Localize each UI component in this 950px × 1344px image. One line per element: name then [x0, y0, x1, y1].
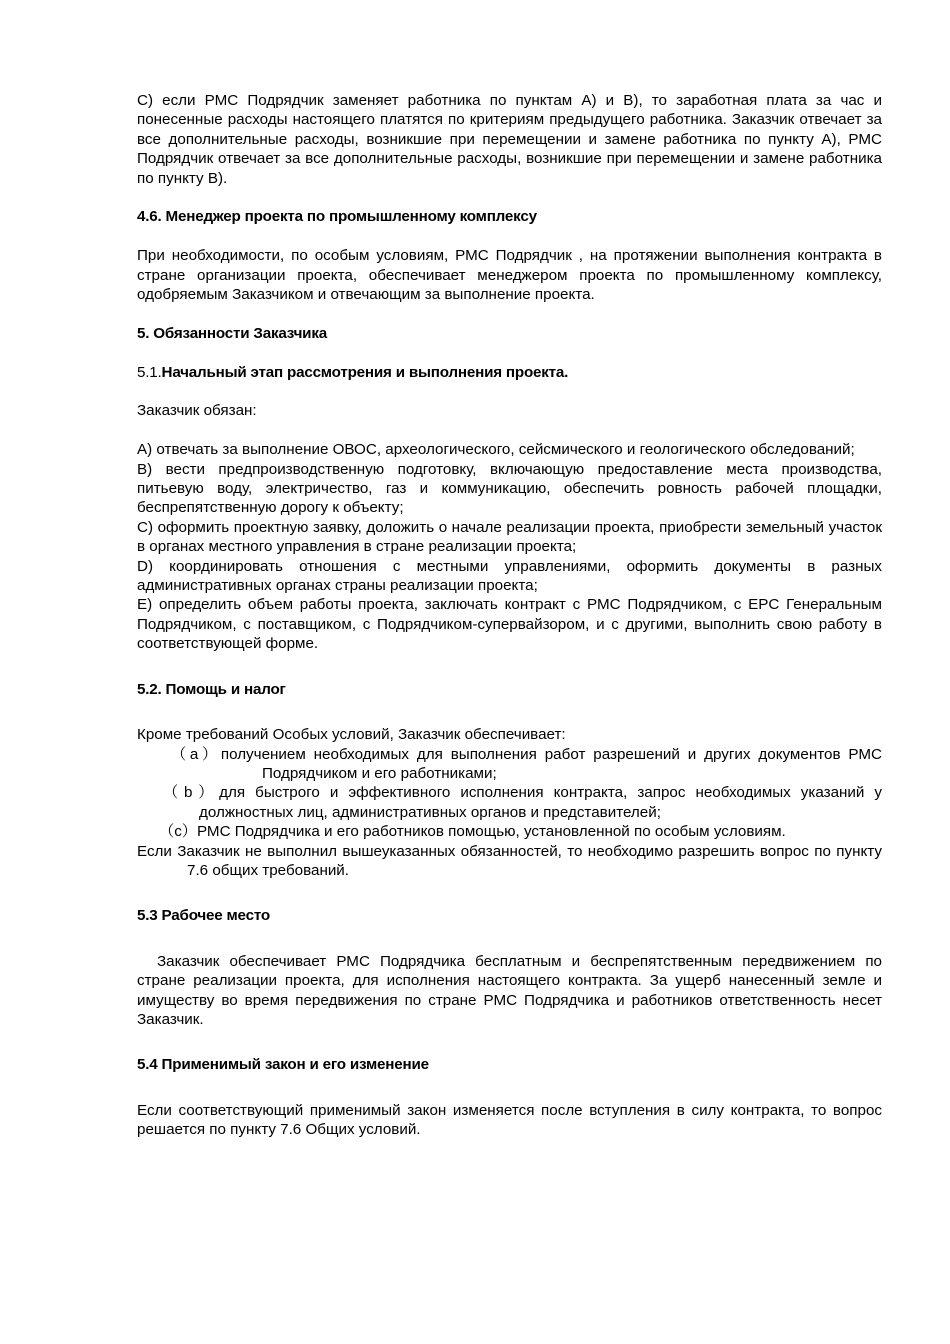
paragraph-workplace: Заказчик обеспечивает РМС Подрядчика бесплатным и беспрепятственным передвижением по стране реализации проекта, для исполнения настоящего контракта. За ущерб нанесенный земле и имуществу во время передвижения по стране РМС Подрядчика и работников ответственность несет Заказчик.	[137, 952, 882, 1028]
heading-5-1-text: Начальный этап рассмотрения и выполнения проекта.	[161, 363, 569, 381]
list-item-a: A) отвечать за выполнение ОВОС, археологического, сейсмического и геологического обследований;	[137, 441, 855, 459]
assistance-intro: Кроме требований Особых условий, Заказчик обеспечивает:	[137, 726, 566, 744]
paragraph-project-manager: При необходимости, по особым условиям, РМС Подрядчик , на протяжении выполнения контракта в стране организации проекта, обеспечивает менеджером проекта по промышленному комплексу, одобряемым Заказчиком и отвечающим за выполнение проекта.	[137, 247, 882, 304]
heading-5-3: 5.3 Рабочее место	[137, 907, 270, 925]
heading-5-2: 5.2. Помощь и налог	[137, 680, 286, 698]
list-item-b: B) вести предпроизводственную подготовку, включающую предоставление места производства, питьевую воду, электричество, газ и коммуникацию, обеспечить ровность рабочей площадки, беспрепятственную дорогу к объекту;	[137, 460, 882, 517]
paragraph-applicable-law: Если соответствующий применимый закон изменяется после вступления в силу контракта, то вопрос решается по пункту 7.6 Общих условий.	[137, 1101, 882, 1139]
customer-obliged-intro: Заказчик обязан:	[137, 402, 257, 420]
heading-5-4: 5.4 Применимый закон и его изменение	[137, 1056, 429, 1074]
list-item-c: C) оформить проектную заявку, доложить о начале реализации проекта, приобрести земельный участок в органах местного управления в стране реализации проекта;	[137, 518, 882, 556]
assistance-item-c: （c）РМС Подрядчика и его работников помощью, установленной по особым условиям.	[159, 823, 786, 841]
heading-4-6: 4.6. Менеджер проекта по промышленному комплексу	[137, 208, 537, 226]
assistance-item-b: （b）для быстрого и эффективного исполнения контракта, запрос необходимых указаний у должностных лиц, административных органов и представителей;	[163, 784, 882, 821]
heading-5-1-number: 5.1.	[137, 363, 162, 381]
list-item-d: D) координировать отношения с местными управлениями, оформить документы в разных административных органах страны реализации проекта;	[137, 557, 882, 595]
heading-5-1	[137, 363, 882, 382]
heading-5: 5. Обязанности Заказчика	[137, 324, 327, 342]
paragraph-replacement-costs: С) если РМС Подрядчик заменяет работника по пунктам А) и В), то заработная плата за час и понесенные расходы настоящего платятся по критериям предыдущего работника. Заказчик отвечает за все дополнительные расходы, возникшие при перемещении и замене работника по пункту А), РМС Подрядчик отвечает за все дополнительные расходы, возникшие при перемещении и замене работника по пункту В).	[137, 92, 882, 187]
document-page	[137, 91, 882, 1140]
assistance-failure-paragraph: Если Заказчик не выполнил вышеуказанных обязанностей, то необходимо разрешить вопрос по пункту 7.6 общих требований.	[137, 842, 882, 879]
list-item-e: E) определить объем работы проекта, заключать контракт с РМС Подрядчиком, с EPC Генеральным Подрядчиком, с поставщиком, с Подрядчиком-супервайзором, и с другими, выполнить свою работу в соответствующей форме.	[137, 596, 882, 653]
assistance-item-a: （a）получением необходимых для выполнения работ разрешений и других документов РМС Подрядчиком и его работниками;	[171, 745, 882, 782]
